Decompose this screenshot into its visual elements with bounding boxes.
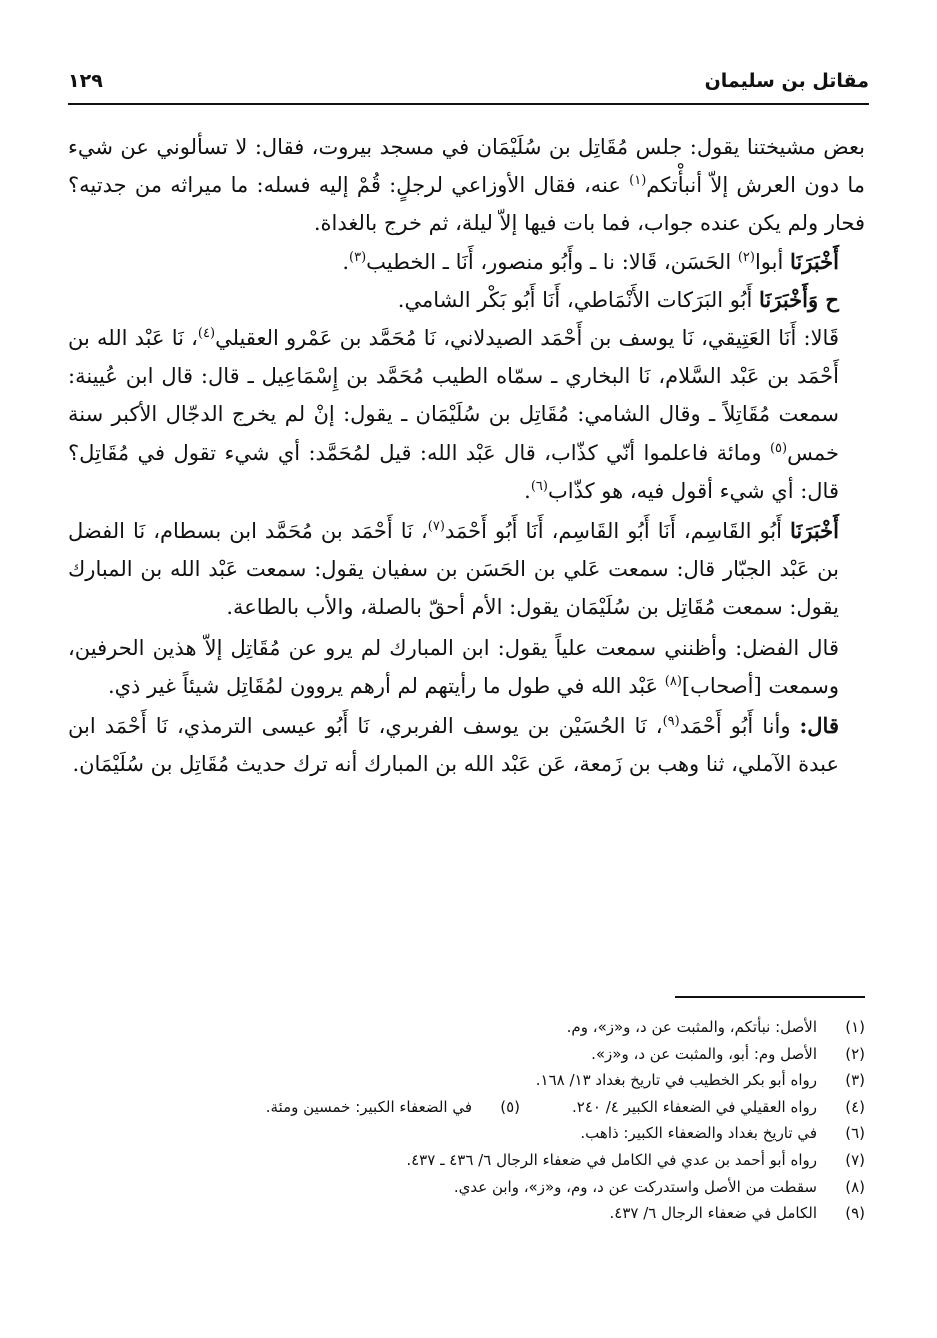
footnote-item: (٢) الأصل وم: أبو، والمثبت عن د، و«ز». [591, 1044, 865, 1063]
footnote-item: (٨) سقطت من الأصل واستدركت عن د، وم، و«ز»، وابن عدي. [453, 1177, 865, 1196]
paragraph-5: أَخْبَرَنَا أَبُو القَاسِم، أَنَا أَبُو القَاسِم، أَنَا أَبُو أَحْمَد$^{(٧)}$، نَا أَحْمَد بن مُحَمَّد ابن بسطام، نَا الفضل بن عَبْد الجبّار قال: سمعت عَلي بن الحَسَن بن سفيان يقول: سمعت عَبْد الله بن المبارك يقول: سمعت مُقَاتِل بن سُلَيْمَان يقول: الأم أحقّ بالصلة، والأب بالطاعة. [68, 518, 839, 620]
footnote-ref: (٥) [769, 440, 788, 456]
footnote-ref: (٢) [737, 249, 755, 265]
footnotes [68, 1014, 865, 1227]
isnad-lead: أَخْبَرَنَا [790, 248, 839, 274]
footnote-item: (٦) في تاريخ بغداد والضعفاء الكبير: ذاهب. [580, 1124, 865, 1143]
footnote-ref: (٣) [349, 249, 367, 265]
paragraph-1: بعض مشيختنا يقول: جلس مُقَاتِل بن سُلَيْمَان في مسجد بيروت، فقال: لا تسألوني عن شيء ما دون العرش إلاّ أنبأْتكم$^{(١)}$ عنه، فقال الأوزاعي لرجلٍ: قُمْ إليه فسله: ما ميراثه من جدتيه؟ فحار ولم يكن عنده جواب، فما بات فيها إلاّ ليلة، ثم خرج بالغداة. [68, 135, 865, 236]
running-title: مقاتل بن سليمان [704, 70, 869, 92]
paragraph-2: أَخْبَرَنَا أبوا$^{(٢)}$ الحَسَن، قَالا: نا ـ وأَبُو منصور، أَنَا ـ الخطيب$^{(٣)}$. [342, 248, 839, 274]
footnote-ref: (٨) [664, 673, 682, 689]
paragraph-3: ح وَأَخْبَرَنَا أَبُو البَرَكات الأَنْمَاطي، أَنَا أَبُو بَكْر الشامي. [397, 286, 839, 312]
isnad-lead: أَخْبَرَنَا [790, 518, 839, 544]
footnote-ref: (٤) [197, 326, 216, 342]
isnad-lead: قال: [799, 713, 839, 739]
footnote-separator [675, 996, 865, 998]
footnote-item: (٧) رواه أبو أحمد بن عدي في الكامل في ضعفاء الرجال ٦/ ٤٣٦ ـ ٤٣٧. [406, 1150, 865, 1169]
footnote-ref: (٩) [662, 714, 680, 730]
footnote-item: (٤) رواه العقيلي في الضعفاء الكبير ٤/ ٢٤٠. (٥) في الضعفاء الكبير: خمسين ومئة. [265, 1097, 865, 1116]
paragraph-6: قال الفضل: وأظنني سمعت علياً يقول: ابن المبارك لم يرو عن مُقَاتِل إلاّ هذين الحرفين، وسمعت [أصحاب]$^{(٨)}$ عَبْد الله في طول ما رأيتهم لم أرهم يروون لمُقَاتِل شيئاً غير ذي. [68, 635, 839, 698]
page-number: ١٢٩ [68, 70, 103, 92]
footnote-item: (١) الأصل: نبأتكم، والمثبت عن د، و«ز»، وم. [566, 1018, 865, 1036]
main-text [68, 128, 865, 783]
paragraph-7: قال: وأنا أَبُو أَحْمَد$^{(٩)}$، نَا الحُسَيْن بن يوسف الفربري، نَا أَبُو عيسى الترمذي، نَا أَحْمَد ابن عبدة الآملي، ثنا وهب بن زَمعة، عَن عَبْد الله بن المبارك أنه ترك حديث مُقَاتِل بن سُلَيْمَان. [68, 713, 839, 777]
paragraph-4: قَالا: أَنَا العَتِيقي، نَا يوسف بن أَحْمَد الصيدلاني، نَا مُحَمَّد بن عَمْرو العقيلي$^{(٤)}$، نَا عَبْد الله بن أَحْمَد بن عَبْد السَّلام، نَا البخاري ـ سمّاه الطيب مُحَمَّد بن إِسْمَاعِيل ـ قال: قال ابن عُيينة: سمعت مُقَاتِلاً ـ وقال الشامي: مُقَاتِل بن سُلَيْمَان ـ يقول: إنْ لم يخرج الدجّال الأكبر سنة خمس$^{(٥)}$ ومائة فاعلموا أنّي كذّاب، قال عَبْد الله: قيل لمُحَمَّد: أي شيء تقول في مُقَاتِل؟ قال: أي شيء أقول فيه، هو كذّاب$^{(٦)}$. [68, 326, 839, 503]
footnote-ref: (١) [629, 173, 647, 189]
isnad-lead: ح وَأَخْبَرَنَا [759, 286, 839, 312]
header-rule [68, 103, 869, 105]
page-header [68, 56, 869, 92]
footnote-ref: (٦) [530, 478, 548, 494]
footnote-item: (٣) رواه أبو بكر الخطيب في تاريخ بغداد ١٣/ ١٦٨. [535, 1071, 865, 1090]
footnote-ref: (٧) [427, 519, 445, 535]
footnote-item: (٩) الكامل في ضعفاء الرجال ٦/ ٤٣٧. [609, 1204, 865, 1223]
